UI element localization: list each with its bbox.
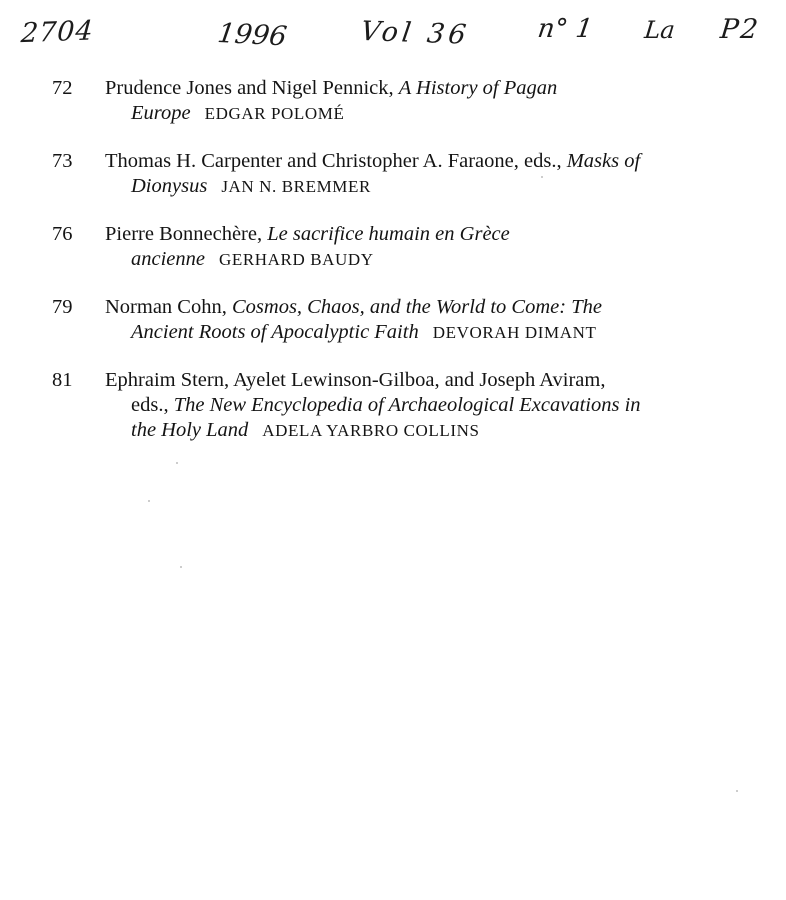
page-number: 79 (52, 296, 73, 318)
handwritten-item: 2704 (19, 15, 95, 50)
book-authors: Pierre Bonnechère, (105, 223, 263, 245)
entry-body (105, 76, 705, 126)
entry-line (105, 174, 705, 199)
reviewer-name: DEVORAH DIMANT (432, 323, 597, 342)
review-entry (0, 368, 786, 443)
book-title: Le sacrifice humain en Grèce (267, 223, 510, 245)
book-title-continued: the Holy Land (131, 419, 249, 441)
handwritten-item: 1996 (215, 18, 289, 53)
book-title: Cosmos, Chaos, and the World to Come: The (231, 296, 602, 318)
scan-speck (176, 462, 178, 464)
entry-line (105, 295, 705, 320)
book-authors: Thomas H. Carpenter and Christopher A. Faraone, eds., (105, 150, 562, 172)
handwritten-item: P2 (718, 14, 762, 45)
editors-marker: eds., (131, 394, 169, 416)
entry-line (105, 393, 705, 418)
scan-speck (148, 500, 150, 502)
entry-line (105, 222, 705, 247)
entry-line (105, 76, 705, 101)
scan-speck (541, 176, 543, 178)
entry-line (105, 320, 705, 345)
handwritten-item: La (643, 16, 677, 44)
entry-line (105, 247, 705, 272)
review-entry (0, 76, 786, 126)
reviewer-name: JAN N. BREMMER (221, 177, 371, 196)
review-entry (0, 149, 786, 199)
entry-body (105, 295, 705, 345)
book-title: The New Encyclopedia of Archaeological Excavations in (173, 394, 641, 416)
book-title: A History of Pagan (398, 77, 558, 99)
page-number: 73 (52, 150, 73, 172)
reviewer-name: ADELA YARBRO COLLINS (262, 421, 480, 440)
entry-body (105, 149, 705, 199)
book-authors: Prudence Jones and Nigel Pennick, (105, 77, 394, 99)
entry-line (105, 418, 705, 443)
handwritten-annotation (0, 10, 786, 54)
book-title-continued: Dionysus (131, 175, 208, 197)
book-title-continued: Europe (131, 102, 191, 124)
page-number: 72 (52, 77, 73, 99)
entry-body (105, 222, 705, 272)
book-title-continued: ancienne (131, 248, 205, 270)
book-title-continued: Ancient Roots of Apocalyptic Faith (131, 321, 419, 343)
book-title: Masks of (566, 150, 641, 172)
entry-line (105, 368, 705, 393)
reviewer-name: GERHARD BAUDY (219, 250, 374, 269)
page-number: 81 (52, 369, 73, 391)
review-list (0, 76, 786, 466)
scan-speck (736, 790, 738, 792)
handwritten-item: n° 1 (535, 14, 595, 44)
entry-body (105, 368, 705, 443)
scan-speck (180, 566, 182, 568)
entry-line (105, 101, 705, 126)
entry-line (105, 149, 705, 174)
review-entry (0, 222, 786, 272)
page-number: 76 (52, 223, 73, 245)
handwritten-item: Vol 36 (358, 16, 472, 51)
book-authors: Norman Cohn, (105, 296, 227, 318)
reviewer-name: EDGAR POLOMÉ (204, 104, 345, 123)
book-authors: Ephraim Stern, Ayelet Lewinson-Gilboa, and Joseph Aviram, (105, 369, 606, 391)
review-entry (0, 295, 786, 345)
